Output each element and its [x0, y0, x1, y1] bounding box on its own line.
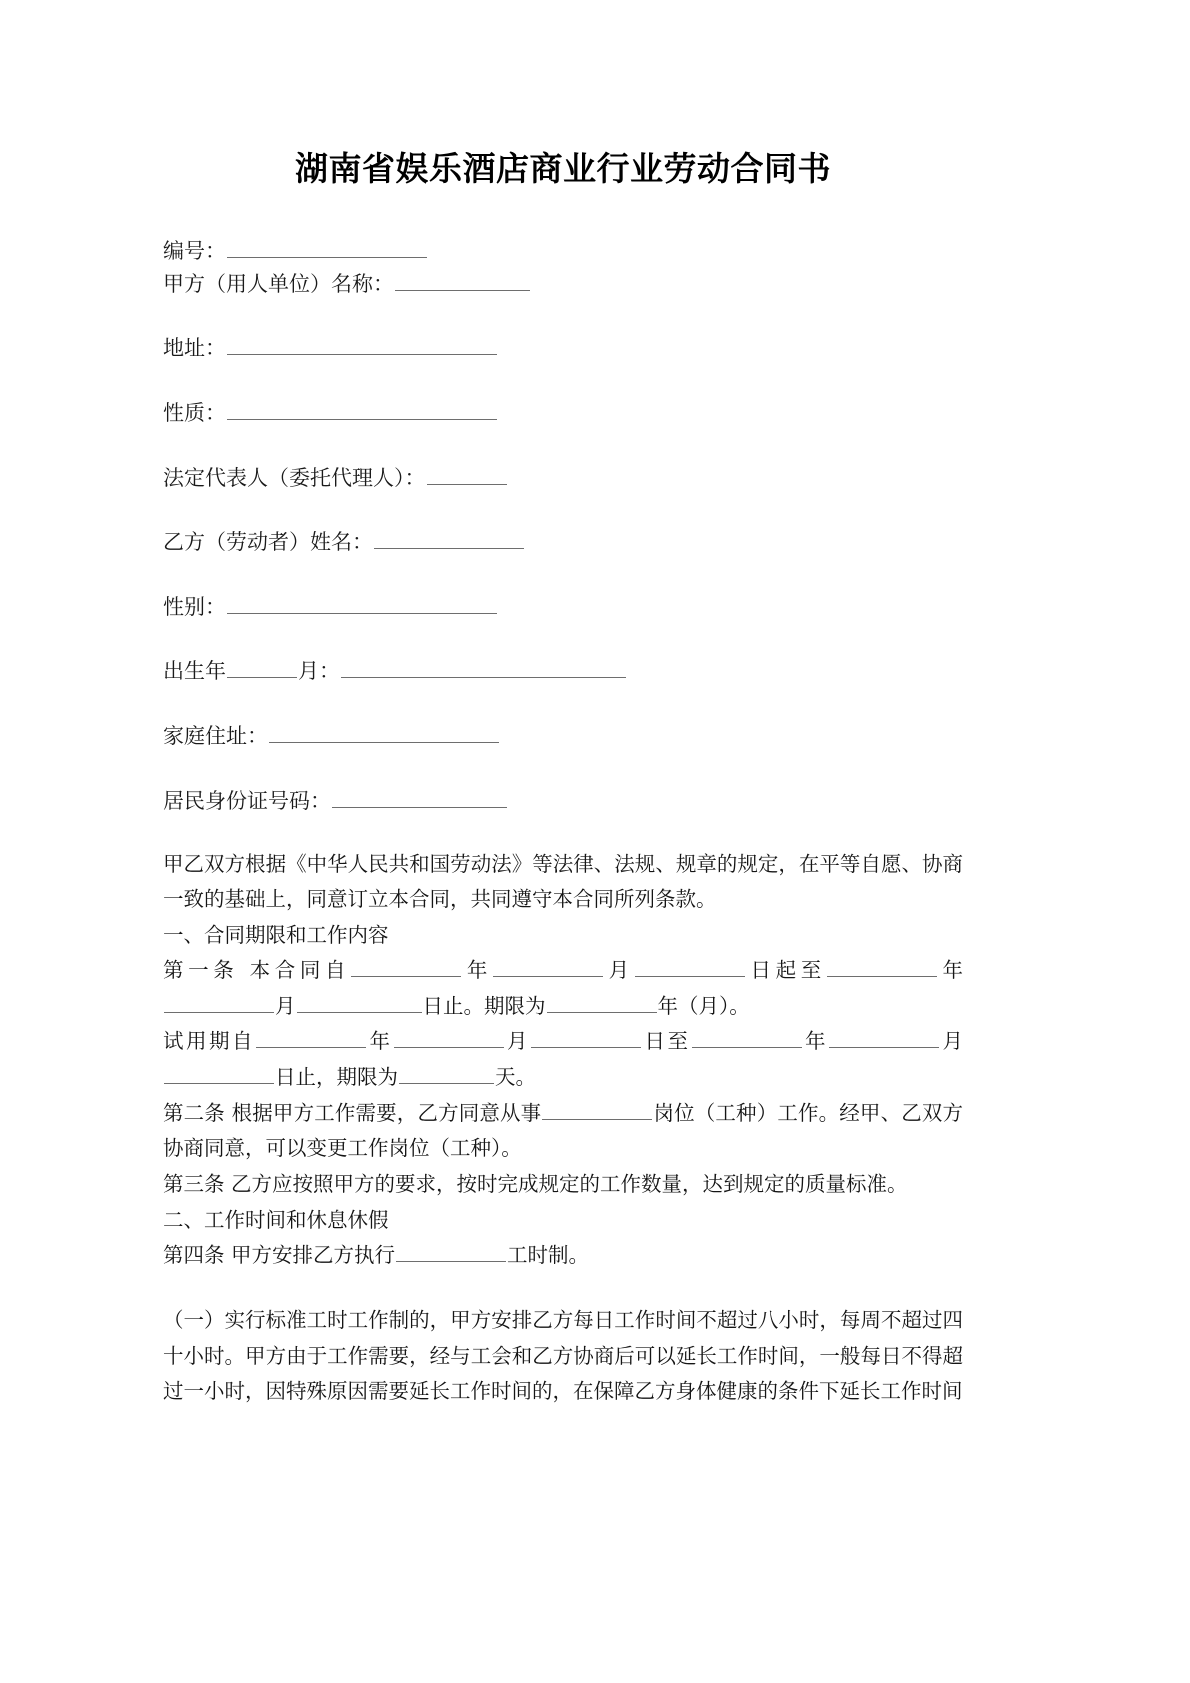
- field-row-id-number: [163, 785, 963, 818]
- field-blank-contract-number[interactable]: [227, 235, 427, 258]
- field-row-contract-number: [163, 235, 963, 268]
- field-row-legal-representative: [163, 462, 963, 495]
- clause-3-text: 乙方应按照甲方的要求，按时完成规定的工作数量，达到规定的质量标准。: [231, 1171, 908, 1196]
- page-title: 湖南省娱乐酒店商业行业劳动合同书: [295, 149, 831, 188]
- trial-text-5: 年: [802, 1029, 828, 1054]
- field-row-nature: [163, 397, 963, 430]
- field-blank-address[interactable]: [227, 332, 497, 355]
- field-label-gender: 性别：: [163, 594, 226, 619]
- field-blank-home-address[interactable]: [269, 720, 499, 743]
- section-heading-one: 一、合同期限和工作内容: [163, 922, 389, 947]
- clause-4-text-1: 甲方安排乙方执行: [231, 1242, 396, 1267]
- clause-2-text-1: 根据甲方工作需要，乙方同意从事: [231, 1100, 542, 1125]
- trial-blank-duration[interactable]: [399, 1061, 494, 1084]
- trial-blank-end-month[interactable]: [829, 1026, 939, 1049]
- field-label-birth-year: 出生年: [163, 659, 226, 684]
- clause-1-blank-duration[interactable]: [547, 990, 657, 1013]
- clause-4-label: 第四条: [163, 1242, 225, 1267]
- field-blank-employer-name[interactable]: [395, 268, 530, 291]
- clause-article-2: [163, 1096, 963, 1167]
- field-blank-id-number[interactable]: [332, 785, 507, 808]
- clause-1-text-2: 年: [462, 957, 492, 982]
- field-label-legal-representative: 法定代表人（委托代理人）：: [163, 465, 426, 490]
- clause-article-3: [163, 1167, 963, 1203]
- trial-text-1: 试用期自: [163, 1029, 255, 1054]
- clause-1-text-6: 月: [275, 993, 296, 1018]
- clause-trial-period: [163, 1024, 963, 1095]
- clause-1-text-5: 年: [937, 957, 964, 982]
- clause-1-text-1: 本合同自: [249, 957, 351, 982]
- field-row-birth-date: [163, 655, 963, 688]
- clause-article-1: [163, 953, 963, 1024]
- clause-1-blank-end-month[interactable]: [164, 990, 274, 1013]
- field-blank-employee-name[interactable]: [374, 526, 524, 549]
- field-label-address: 地址：: [163, 336, 226, 361]
- header-fields: [163, 235, 963, 817]
- clause-4-item-1: （一）实行标准工时工作制的，甲方安排乙方每日工作时间不超过八小时，每周不超过四十小时。甲方由于工作需要，经与工会和乙方协商后可以延长工作时间，一般每日不得超过一小时，因特殊原因需要延长工作时间的，在保障乙方身体健康的条件下延长工作时间: [163, 1308, 963, 1403]
- clause-1-label: 第一条: [163, 957, 239, 982]
- field-label-birth-month: 月：: [298, 659, 340, 684]
- trial-blank-start-year[interactable]: [256, 1026, 366, 1049]
- trial-text-2: 年: [367, 1029, 393, 1054]
- trial-text-6: 月: [940, 1029, 963, 1054]
- section-heading-two: 二、工作时间和休息休假: [163, 1207, 389, 1232]
- clause-1-text-3: 月: [604, 957, 634, 982]
- field-row-gender: [163, 591, 963, 624]
- field-row-home-address: [163, 720, 963, 753]
- clause-1-text-8: 年（月）。: [657, 993, 750, 1018]
- field-blank-legal-representative[interactable]: [427, 462, 507, 485]
- clause-4-blank-work-hour-system[interactable]: [396, 1239, 506, 1262]
- clause-article-4: [163, 1238, 963, 1274]
- field-label-nature: 性质：: [163, 401, 226, 426]
- field-row-employee-name: [163, 526, 963, 559]
- trial-blank-end-day[interactable]: [164, 1061, 274, 1084]
- trial-text-4: 日至: [642, 1029, 691, 1054]
- field-row-employer-name: [163, 268, 963, 301]
- document-content: [163, 0, 963, 1409]
- clause-1-blank-start-day[interactable]: [635, 954, 745, 977]
- clause-1-blank-end-year[interactable]: [827, 954, 937, 977]
- clause-1-blank-start-month[interactable]: [493, 954, 603, 977]
- clause-1-blank-end-day[interactable]: [297, 990, 422, 1013]
- field-label-contract-number: 编号：: [163, 239, 226, 264]
- trial-text-3: 月: [504, 1029, 530, 1054]
- preamble-paragraph: 甲乙双方根据《中华人民共和国劳动法》等法律、法规、规章的规定，在平等自愿、协商一致的基础上，同意订立本合同，共同遵守本合同所列条款。: [163, 852, 963, 912]
- field-label-id-number: 居民身份证号码：: [163, 788, 331, 813]
- field-blank-birth-month[interactable]: [341, 655, 626, 678]
- field-row-address: [163, 332, 963, 365]
- field-label-home-address: 家庭住址：: [163, 724, 268, 749]
- clause-3-label: 第三条: [163, 1171, 225, 1196]
- trial-blank-start-day[interactable]: [531, 1026, 641, 1049]
- field-blank-gender[interactable]: [227, 591, 497, 614]
- field-label-employer-name: 甲方（用人单位）名称：: [163, 271, 394, 296]
- trial-blank-end-year[interactable]: [692, 1026, 802, 1049]
- clause-1-blank-start-year[interactable]: [351, 954, 461, 977]
- trial-blank-start-month[interactable]: [394, 1026, 504, 1049]
- field-blank-birth-year[interactable]: [227, 655, 297, 678]
- trial-text-7: 日止，期限为: [275, 1064, 398, 1089]
- field-blank-nature[interactable]: [227, 397, 497, 420]
- clause-4-text-2: 工时制。: [507, 1242, 590, 1267]
- clause-1-text-4: 日起至: [745, 957, 826, 982]
- clause-2-label: 第二条: [163, 1100, 225, 1125]
- clause-2-blank-position[interactable]: [542, 1097, 652, 1120]
- field-label-employee-name: 乙方（劳动者）姓名：: [163, 530, 373, 555]
- clause-1-text-7: 日止。期限为: [422, 993, 546, 1018]
- trial-text-8: 天。: [495, 1064, 536, 1089]
- clause-2-text-2: 岗位（工种）工作。经甲、乙双方协商同意，可以变更工作岗位（工种）。: [163, 1100, 964, 1161]
